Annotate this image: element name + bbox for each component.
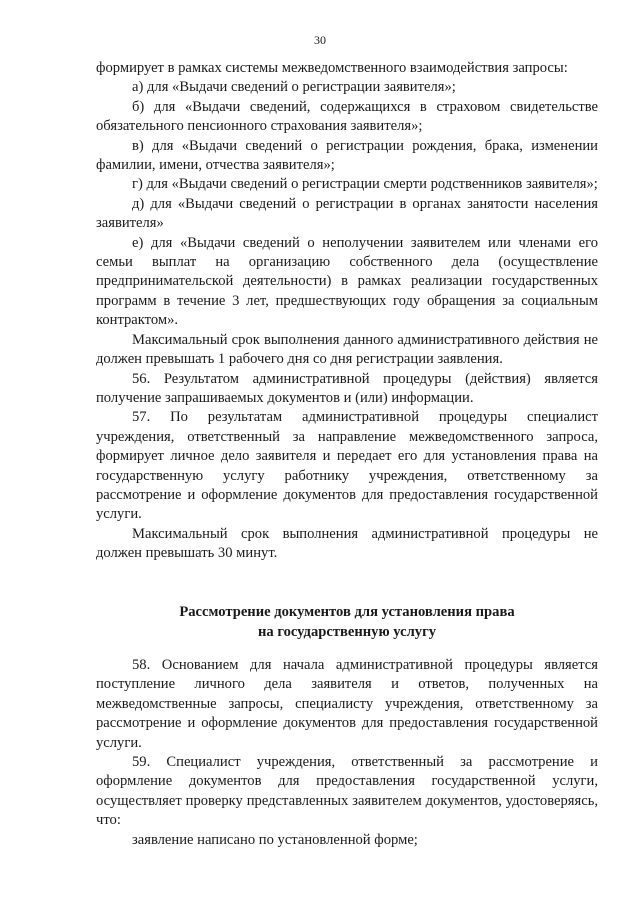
heading-line-2: на государственную услугу — [257, 623, 437, 640]
paragraph-56: 56. Результатом административной процедуры (действия) является получение запрашиваемых документов и (или) информации. — [96, 370, 598, 406]
paragraph-59: 59. Специалист учреждения, ответственный за рассмотрение и оформление документов для предоставления государственной услуги, осуществляет проверку представленных заявителем документов, удостоверяясь, что: — [96, 754, 598, 829]
paragraph-form-check: заявление написано по установленной форме; — [132, 831, 418, 848]
paragraph-max-term-1: Максимальный срок выполнения данного административного действия не должен превышать 1 рабочего дня со дня регистрации заявления. — [96, 331, 598, 368]
paragraph-intro: формирует в рамках системы межведомственного взаимодействия запросы: — [96, 60, 568, 76]
list-item-e: д) для «Выдачи сведений о регистрации в органах занятости населения заявителя» — [96, 195, 598, 232]
section-heading — [96, 603, 598, 642]
body-section-review — [96, 656, 598, 850]
list-item-c: в) для «Выдачи сведений о регистрации рождения, брака, изменении фамилии, имени, отчества заявителя»; — [96, 137, 598, 174]
page-number: 30 — [314, 33, 326, 47]
paragraph-58: 58. Основанием для начала административной процедуры является поступление личного дела заявителя и ответов, полученных на межведомственные запросы, специалисту учреждения, ответственному за рассмотрение и оформление документов для предоставления государственной услуги. — [96, 657, 598, 751]
paragraph-57: 57. По результатам административной процедуры специалист учреждения, ответственный за направление межведомственного запроса, формирует личное дело заявителя и передает его для установления права на государственную услугу работнику учреждения, ответственному за рассмотрение и оформление документов для предоставления государственной услуги. — [96, 409, 598, 523]
list-item-b: б) для «Выдачи сведений, содержащихся в страховом свидетельстве обязательного пенсионного страхования заявителя»; — [96, 98, 598, 135]
paragraph-max-term-2: Максимальный срок выполнения административной процедуры не должен превышать 30 минут. — [96, 525, 598, 562]
list-item-a: а) для «Выдачи сведений о регистрации заявителя»; — [132, 79, 456, 96]
list-item-f: е) для «Выдачи сведений о неполучении заявителем или членами его семьи выплат на организацию собственного дела (осуществление предпринимательской деятельности) в рамках реализации государственных программ в течение 3 лет, предшествующих году обращения за социальным контрактом». — [96, 234, 598, 329]
heading-line-1: Рассмотрение документов для установления права — [179, 604, 515, 620]
body-section-requests — [96, 59, 598, 564]
list-item-d: г) для «Выдачи сведений о регистрации смерти родственников заявителя»; — [132, 176, 598, 193]
